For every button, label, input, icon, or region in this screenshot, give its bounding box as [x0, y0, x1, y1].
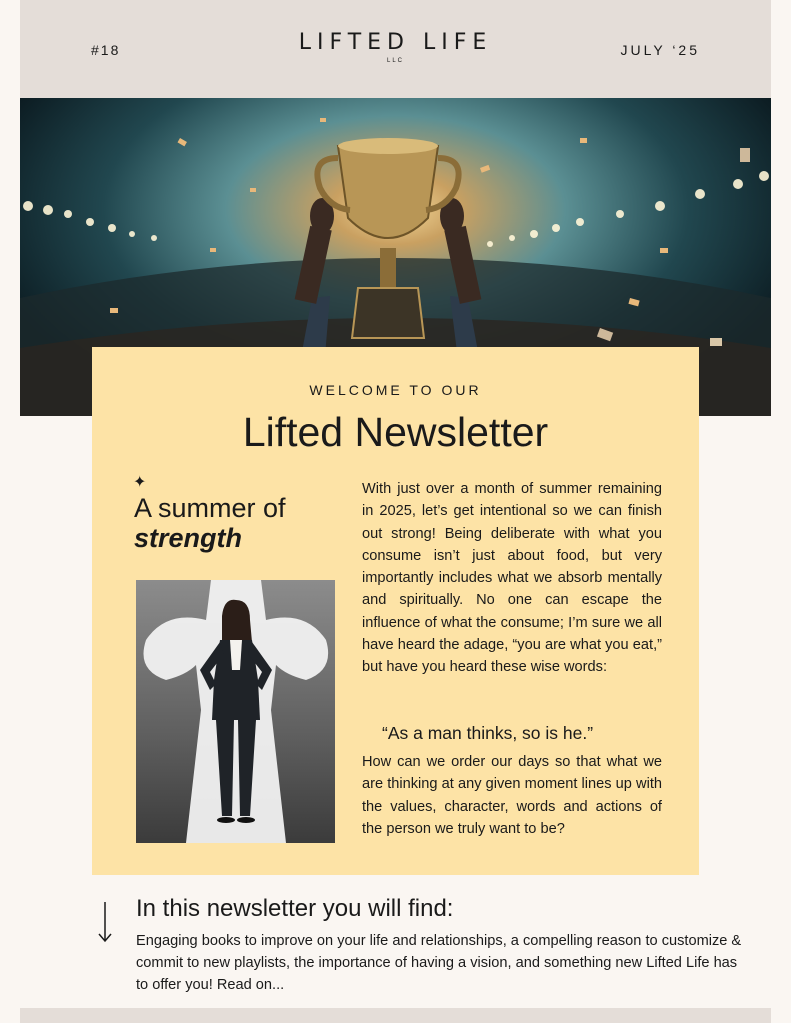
woman-photo	[136, 580, 335, 843]
contents-heading: In this newsletter you will find:	[136, 895, 454, 922]
issue-number: #18	[91, 42, 121, 58]
reflection-paragraph: How can we order our days so that what we are thinking at any given moment lines up with the values, character, words and actions of the person we truly want to be?	[362, 754, 662, 837]
issue-date: JULY ‘25	[620, 42, 700, 58]
subhead-line-2: strength	[134, 523, 242, 553]
woman-illustration	[136, 580, 335, 843]
subhead-line-1: A summer of	[134, 493, 286, 523]
summer-subhead	[134, 493, 286, 553]
welcome-kicker: WELCOME TO OUR	[309, 382, 482, 398]
contents-summary: Engaging books to improve on your life and relationships, a compelling reason to customize & commit to new playlists, the importance of having a vision, and something new Lifted Life has to offer you! Read on...	[136, 933, 742, 993]
arrow-down-icon	[96, 902, 114, 944]
proverb-quote: “As a man thinks, so is he.”	[382, 723, 594, 743]
logo-llc: LLC	[386, 58, 404, 64]
welcome-card	[92, 347, 699, 875]
intro-paragraph: With just over a month of summer remaining in 2025, let’s get intentional so we can finish out strong! Being deliberate with what you consume isn’t just about food, but very importantly includes what we absorb mentally and spiritually. No one can escape the influence of what the consume; I’m sure we all have heard the adage, “you are what you eat,” but have you heard these wise words:	[362, 481, 662, 676]
logo-wordmark: LIFTED LIFE	[298, 30, 493, 55]
sparkle-icon: ✦	[133, 474, 147, 491]
footer-band	[20, 1008, 771, 1023]
header-band	[20, 0, 771, 98]
newsletter-title: Lifted Newsletter	[242, 409, 549, 455]
